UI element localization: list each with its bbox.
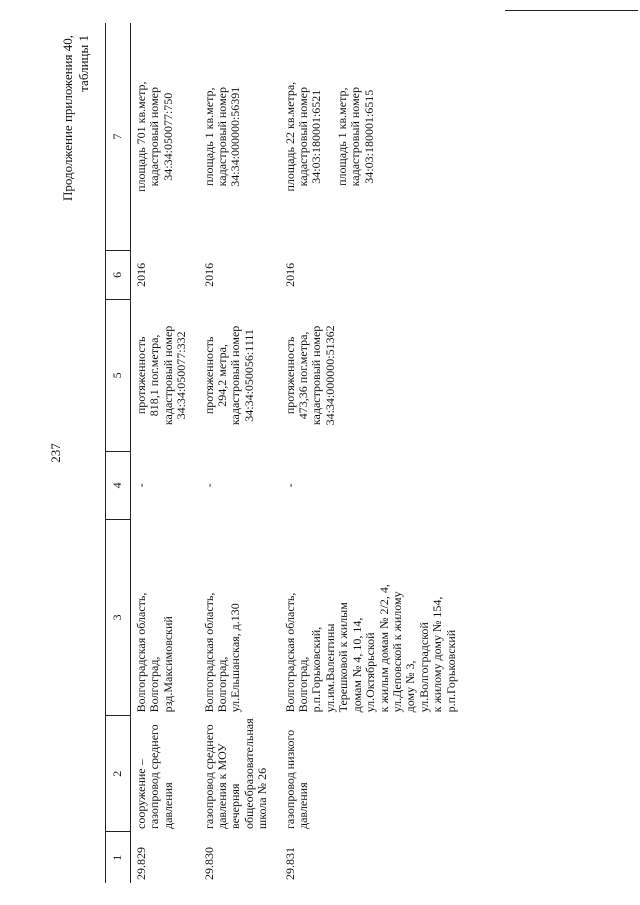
table-row <box>131 23 199 883</box>
caption-line-2: таблицы 1 <box>76 34 91 92</box>
land-plot: площадь 1 кв.метр, кадастровый номер 34:34:000000:56391 <box>201 86 243 187</box>
land-plot: площадь 22 кв.метра, кадастровый номер 34:03:180001:6521 площадь 1 кв.метр, кадастровый номер 34:03:180001:6515 <box>282 81 376 192</box>
table-row <box>280 23 468 883</box>
row-number: 29.830 <box>201 846 216 880</box>
object-name: газопровод среднего давления к МОУ вечерняя общеобразовательная школа № 26 <box>201 717 270 829</box>
appendix-caption <box>60 35 92 201</box>
object-year: 2016 <box>134 262 148 287</box>
object-name: газопровод низкого давления <box>282 729 311 829</box>
object-length: протяженность 294,2 метра, кадастровый номер 34:34:050056:1111 <box>201 325 256 425</box>
object-length: протяженность 818,1 пог.метра, кадастровый номер 34:34:050077:332 <box>134 325 189 425</box>
column-number: 6 <box>106 250 131 299</box>
object-address: Волгоградская область, Волгоград, рзд.Максимовский <box>134 592 175 712</box>
object-year: 2016 <box>201 262 216 287</box>
row-number: 29.831 <box>282 846 297 880</box>
column-numbers-row <box>106 23 131 883</box>
land-plot: площадь 701 кв.метр, кадастровый номер 34:34:050077:750 <box>134 81 175 192</box>
object-length: протяженность 473,36 пог.метра, кадастровый номер 34:34:000000:51362 <box>282 324 337 425</box>
object-address: Волгоградская область, Волгоград, р.п.Горьковский, ул.им.Валентины Терешковой к жилым домам № 4, 10, 14, ул.Октябрьской к жилым домам № 2/2, 4, ул.Деповской к жилому дому № 3, ул.Волгоградской к жилому дому № 154, р.п.Горьковский <box>282 583 458 712</box>
object-name: сооружение – газопровод среднего давления <box>134 723 175 829</box>
column-number: 5 <box>106 299 131 451</box>
table-row <box>199 23 280 883</box>
column-4-value: - <box>134 482 148 487</box>
object-year: 2016 <box>282 262 297 287</box>
column-number: 2 <box>106 715 131 832</box>
top-rule <box>505 10 638 11</box>
column-number: 4 <box>106 451 131 519</box>
objects-table <box>105 23 468 883</box>
row-number: 29.829 <box>134 846 148 880</box>
object-address: Волгоградская область, Волгоград, ул.Ельшанская, д.130 <box>201 592 243 712</box>
column-4-value: - <box>201 482 216 487</box>
column-4-value: - <box>282 482 297 487</box>
page-number: 237 <box>48 442 63 463</box>
caption-line-1: Продолжение приложения 40, <box>60 34 75 201</box>
rotated-page <box>40 23 600 883</box>
column-number: 3 <box>106 519 131 715</box>
column-number: 1 <box>106 832 131 883</box>
column-number: 7 <box>106 23 131 250</box>
